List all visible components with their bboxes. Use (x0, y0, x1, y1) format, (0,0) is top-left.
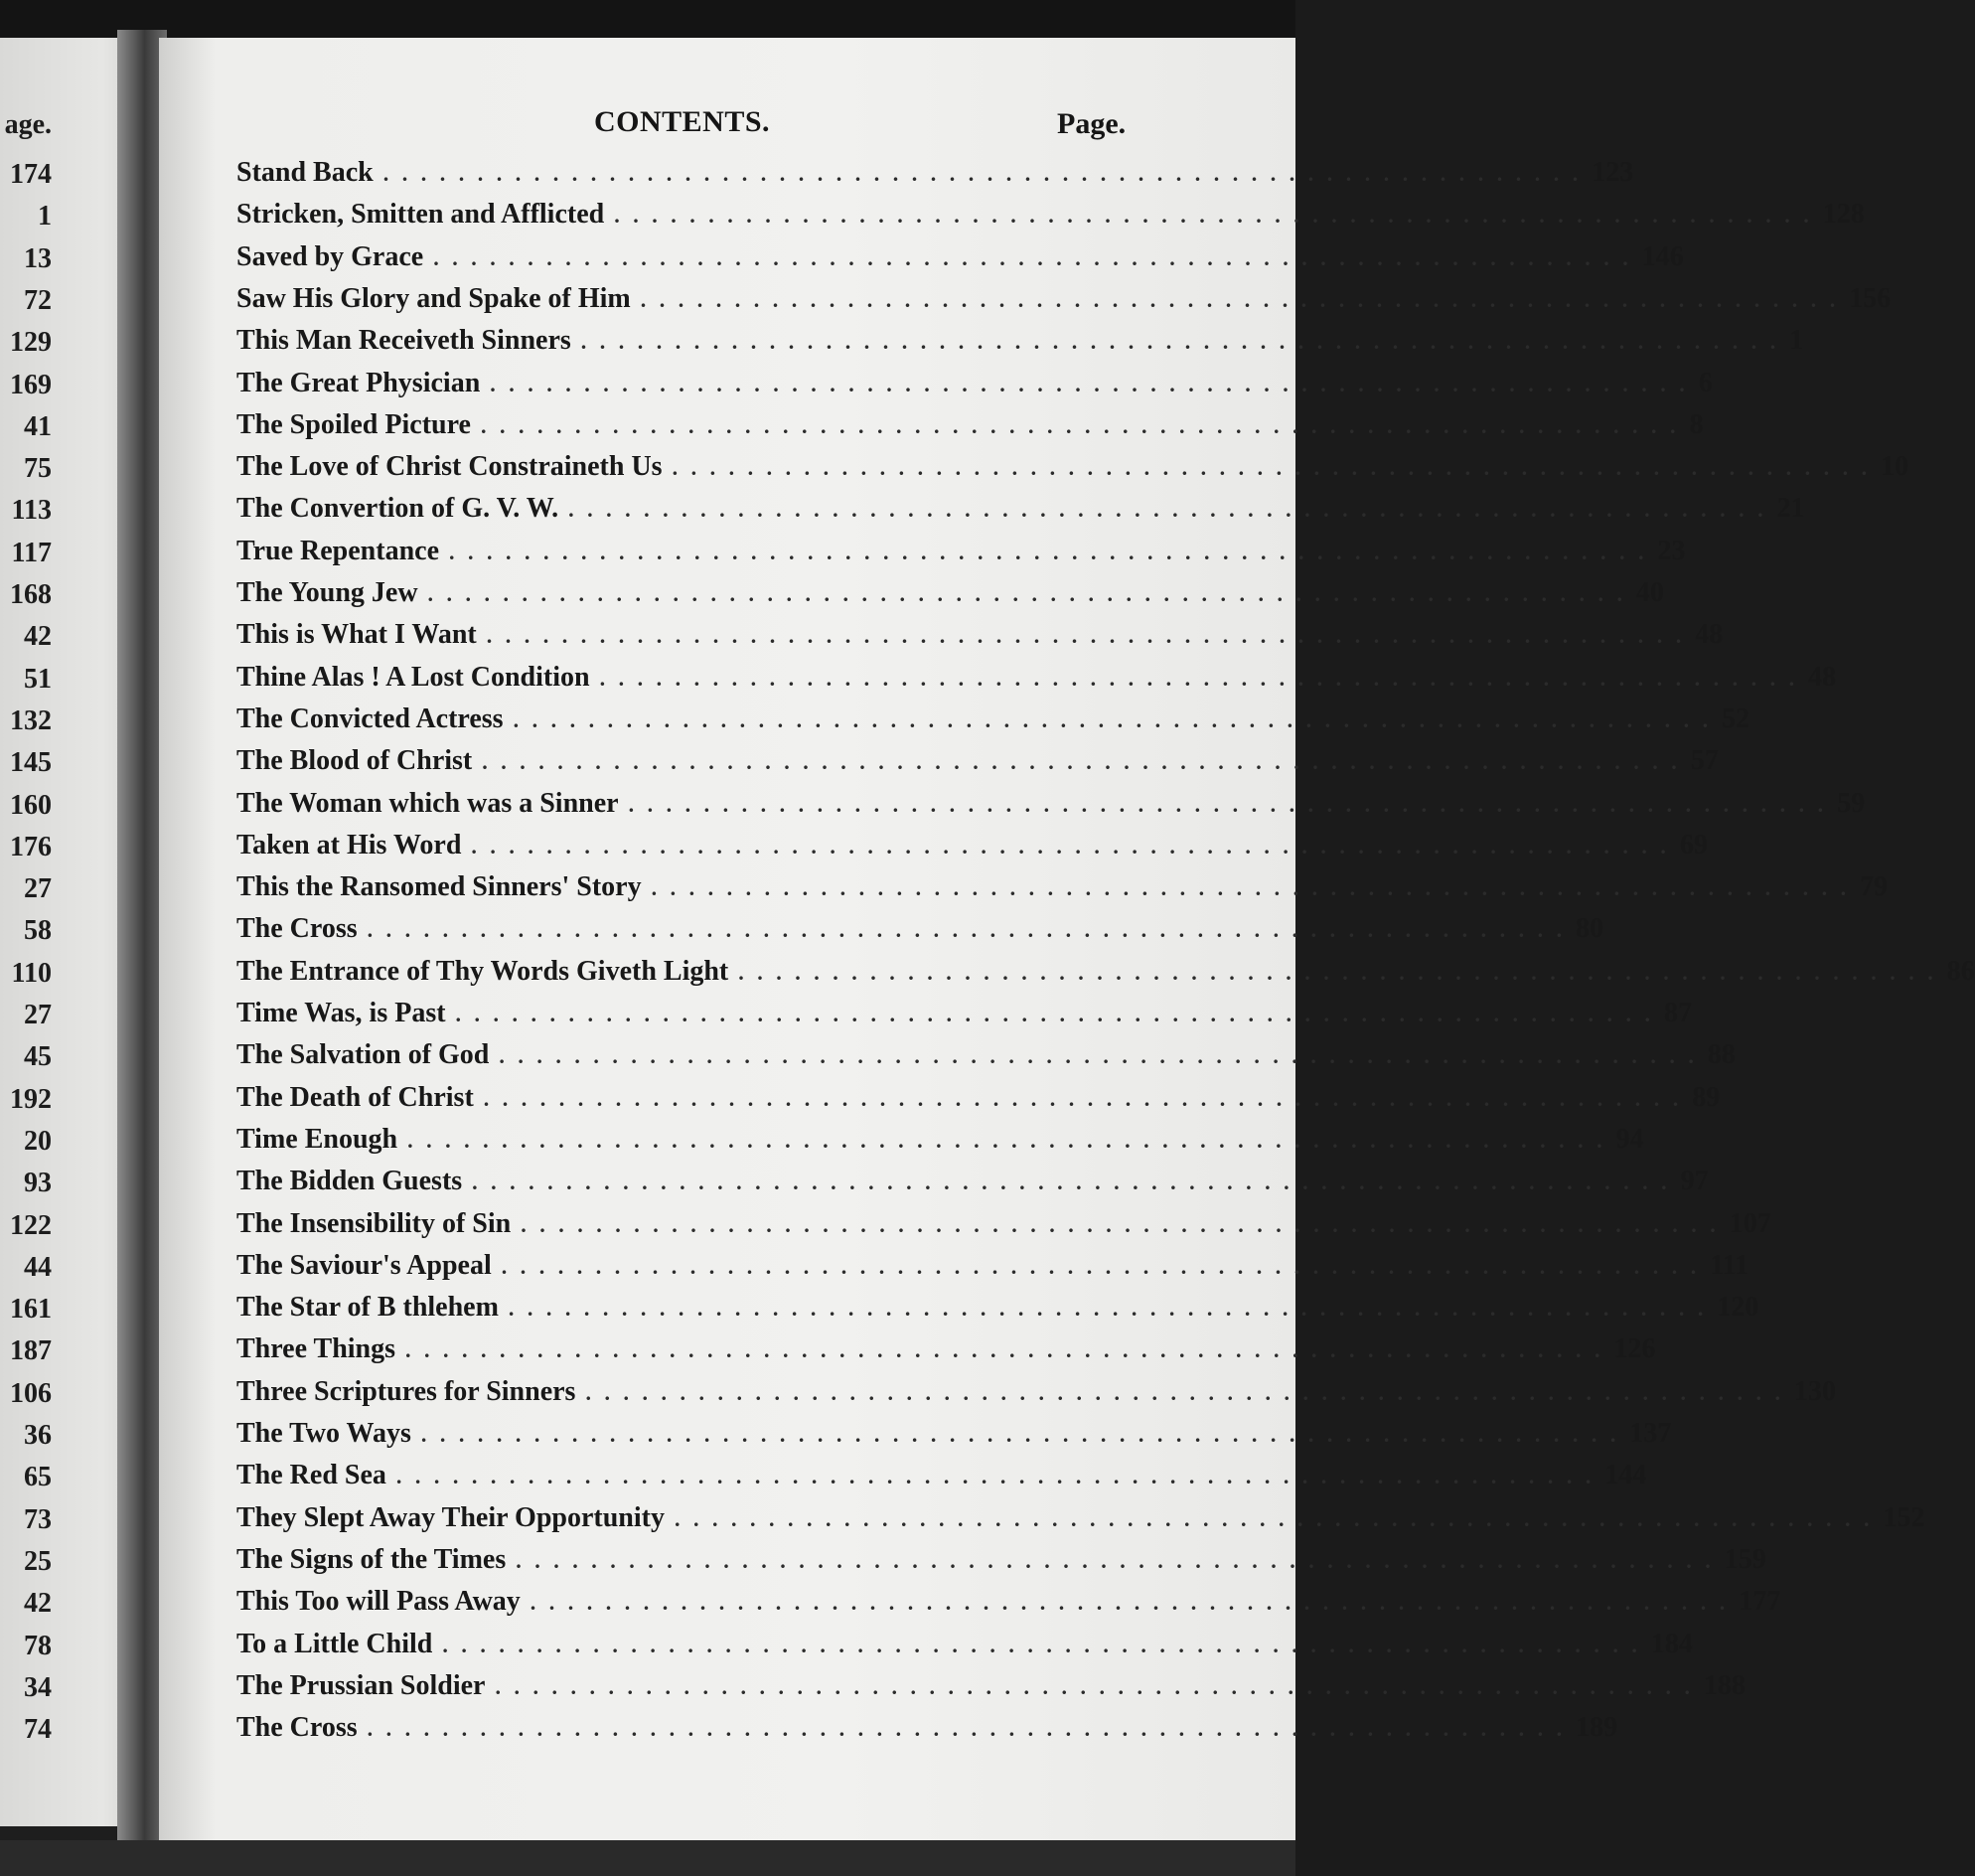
toc-entry (236, 1333, 1656, 1373)
toc-entry-page: 86 (1946, 955, 1975, 987)
toc-entry (236, 1292, 1759, 1331)
toc-entry-title: The Star of B thlehem (236, 1292, 499, 1324)
left-page-number: 74 (24, 1714, 52, 1746)
toc-entry-title: The Bidden Guests (236, 1166, 463, 1197)
left-page-number: 161 (10, 1294, 52, 1326)
dot-leader: . . . . . . . . . . . . . . . . . . . . . . . . . . . . . . . . . . . . . . . . . . . . . . . . . . . . . . . . . . . . . . . . (407, 1127, 1606, 1153)
toc-entry-page: 107 (1729, 1207, 1771, 1239)
toc-entry-page: 111 (1710, 1249, 1749, 1281)
toc-entry-page: 79 (1860, 871, 1889, 903)
dot-leader: . . . . . . . . . . . . . . . . . . . . . . . . . . . . . . . . . . . . . . . . . . . . . . . . . . . . . . . . . . . . . . . . (738, 959, 1937, 985)
toc-entry-title: The Love of Christ Constraineth Us (236, 451, 663, 483)
toc-entry (236, 367, 1713, 407)
toc-entry (236, 199, 1865, 238)
toc-entry (236, 282, 1892, 323)
left-page-number: 168 (10, 579, 52, 610)
left-page-number: 129 (10, 327, 52, 359)
toc-entry-title: The Signs of the Times (236, 1543, 507, 1575)
toc-entry (236, 998, 1693, 1037)
toc-entry-title: The Cross (236, 913, 358, 945)
toc-entry-page: 177 (1739, 1586, 1781, 1618)
toc-entry-title: They Slept Away Their Opportunity (236, 1501, 665, 1533)
dot-leader: . . . . . . . . . . . . . . . . . . . . . . . . . . . . . . . . . . . . . . . . . . . . . . . . . . . . . . . . . . . . . . . . (395, 1464, 1595, 1489)
left-page-number: 93 (24, 1168, 52, 1199)
toc-entry-title: The Saviour's Appeal (236, 1249, 492, 1281)
left-page-number: 106 (10, 1377, 52, 1409)
left-page-number: 51 (24, 663, 52, 695)
toc-entry (236, 619, 1724, 659)
toc-entry-page: 152 (1883, 1501, 1925, 1533)
toc-entry-title: This Too will Pass Away (236, 1586, 521, 1618)
toc-entry-page: 189 (1576, 1712, 1618, 1744)
toc-entry-title: The Convertion of G. V. W. (236, 493, 559, 525)
toc-entry (236, 1166, 1709, 1205)
dot-leader: . . . . . . . . . . . . . . . . . . . . . . . . . . . . . . . . . . . . . . . . . . . . . . . . . . . . . . . . . . . . . . . . (449, 539, 1648, 564)
left-page-number: 110 (11, 957, 52, 989)
toc-entry-page: 89 (1692, 1081, 1721, 1113)
toc-entry-title: The Death of Christ (236, 1081, 474, 1113)
toc-entry (236, 1669, 1746, 1710)
toc-entry-page: 144 (1604, 1460, 1647, 1491)
toc-entry (236, 1418, 1672, 1458)
toc-entry-title: The Woman which was a Sinner (236, 787, 619, 819)
dot-leader: . . . . . . . . . . . . . . . . . . . . . . . . . . . . . . . . . . . . . . . . . . . . . . . . . . . . . . . . . . . . . . . . (508, 1296, 1708, 1322)
left-page-number: 1 (38, 201, 52, 233)
dot-leader: . . . . . . . . . . . . . . . . . . . . . . . . . . . . . . . . . . . . . . . . . . . . . . . . . . . . . . . . . . . . . . . . (513, 706, 1713, 732)
toc-entry (236, 1712, 1618, 1752)
toc-entry-title: This the Ransomed Sinners' Story (236, 871, 642, 903)
toc-entry-page: 80 (1576, 913, 1604, 945)
left-page-number: 160 (10, 789, 52, 821)
toc-entry (236, 577, 1665, 617)
toc-entry-title: The Convicted Actress (236, 703, 504, 734)
toc-entry-page: 87 (1664, 998, 1693, 1028)
toc-entry (236, 1207, 1771, 1248)
bottom-edge-shadow (0, 1840, 1295, 1876)
toc-entry (236, 1123, 1644, 1164)
toc-entry-page: 8 (1689, 408, 1704, 440)
left-page-number: 73 (24, 1503, 52, 1535)
dot-leader: . . . . . . . . . . . . . . . . . . . . . . . . . . . . . . . . . . . . . . . . . . . . . . . . . . . . . . . . . . . . . . . . (490, 371, 1689, 396)
left-page-number: 169 (10, 369, 52, 400)
toc-entry-page: 188 (1703, 1669, 1746, 1701)
toc-entry-title: Stricken, Smitten and Afflicted (236, 199, 605, 231)
toc-entry (236, 1501, 1925, 1542)
dot-leader: . . . . . . . . . . . . . . . . . . . . . . . . . . . . . . . . . . . . . . . . . . . . . . . . . . . . . . . . . . . . . . . . (640, 286, 1840, 312)
left-page-number: 145 (10, 747, 52, 779)
toc-entry (236, 1375, 1836, 1416)
toc-entry-title: The Blood of Christ (236, 745, 473, 777)
toc-entry-title: Time Enough (236, 1123, 398, 1155)
toc-entry (236, 493, 1805, 533)
toc-entry (236, 1039, 1736, 1079)
toc-entry-page: 130 (1793, 1375, 1836, 1407)
left-page-number: 42 (24, 1588, 52, 1620)
left-page-number: 187 (10, 1335, 52, 1367)
dot-leader: . . . . . . . . . . . . . . . . . . . . . . . . . . . . . . . . . . . . . . . . . . . . . . . . . . . . . . . . . . . . . . . . (516, 1547, 1715, 1573)
dot-leader: . . . . . . . . . . . . . . . . . . . . . . . . . . . . . . . . . . . . . . . . . . . . . . . . . . . . . . . . . . . . . . . . (495, 1673, 1694, 1699)
toc-entry-page: 69 (1679, 829, 1708, 860)
toc-entry-page: 159 (1724, 1543, 1766, 1575)
toc-entry-page: 23 (1657, 535, 1686, 566)
left-page-number: 58 (24, 915, 52, 947)
left-page-number: 192 (10, 1083, 52, 1115)
toc-entry-page: 97 (1680, 1166, 1709, 1197)
toc-entry (236, 787, 1866, 828)
page-title: CONTENTS. (594, 105, 771, 138)
toc-entry-title: The Cross (236, 1712, 358, 1744)
toc-entry (236, 325, 1804, 365)
dot-leader: . . . . . . . . . . . . . . . . . . . . . . . . . . . . . . . . . . . . . . . . . . . . . . . . . . . . . . . . . . . . . . . . (382, 161, 1583, 186)
toc-entry-title: Saw His Glory and Spake of Him (236, 282, 631, 314)
toc-entry-page: 156 (1849, 282, 1892, 314)
toc-entry-page: 52 (1722, 703, 1750, 734)
left-page-number: 174 (10, 159, 52, 190)
left-page-number: 44 (24, 1251, 52, 1283)
toc-entry-page: 21 (1776, 493, 1805, 525)
toc-entry-title: The Red Sea (236, 1460, 386, 1491)
dot-leader: . . . . . . . . . . . . . . . . . . . . . . . . . . . . . . . . . . . . . . . . . . . . . . . . . . . . . . . . . . . . . . . . (455, 1002, 1655, 1026)
left-page-number: 41 (24, 410, 52, 442)
toc-entry-page: 94 (1615, 1123, 1644, 1155)
dot-leader: . . . . . . . . . . . . . . . . . . . . . . . . . . . . . . . . . . . . . . . . . . . . . . . . . . . . . . . . . . . . . . . . (427, 581, 1627, 606)
dot-leader: . . . . . . . . . . . . . . . . . . . . . . . . . . . . . . . . . . . . . . . . . . . . . . . . . . . . . . . . . . . . . . . . (405, 1337, 1604, 1363)
toc-entry-title: The Spoiled Picture (236, 408, 471, 440)
toc-entry-page: 1 (1789, 325, 1804, 357)
left-page-header: age. (4, 109, 52, 140)
dot-leader: . . . . . . . . . . . . . . . . . . . . . . . . . . . . . . . . . . . . . . . . . . . . . . . . . . . . . . . . . . . . . . . . (599, 665, 1799, 691)
toc-entry-page: 120 (1717, 1292, 1759, 1324)
left-page-number: 132 (10, 704, 52, 736)
toc-entry-title: The Insensibility of Sin (236, 1207, 512, 1239)
dot-leader: . . . . . . . . . . . . . . . . . . . . . . . . . . . . . . . . . . . . . . . . . . . . . . . . . . . . . . . . . . . . . . . . (367, 1716, 1567, 1742)
left-page-number: 34 (24, 1671, 52, 1703)
left-page-number: 13 (24, 242, 52, 274)
dot-leader: . . . . . . . . . . . . . . . . . . . . . . . . . . . . . . . . . . . . . . . . . . . . . . . . . . . . . . . . . . . . . . . . (482, 749, 1681, 775)
toc-entry (236, 451, 1909, 491)
toc-entry (236, 913, 1604, 953)
toc-entry (236, 829, 1708, 869)
toc-entry-page: 10 (1881, 451, 1909, 483)
toc-entry (236, 1249, 1749, 1290)
toc-entry-title: Three Scriptures for Sinners (236, 1375, 576, 1407)
top-edge-shadow (0, 0, 1295, 40)
left-page-number: 78 (24, 1630, 52, 1661)
left-page-number: 65 (24, 1462, 52, 1493)
left-page-number: 20 (24, 1125, 52, 1157)
left-page-number: 176 (10, 831, 52, 862)
dot-leader: . . . . . . . . . . . . . . . . . . . . . . . . . . . . . . . . . . . . . . . . . . . . . . . . . . . . . . . . . . . . . . . . (486, 623, 1686, 649)
toc-entry-page: 123 (1592, 157, 1634, 188)
toc-entry-page: 57 (1690, 745, 1719, 777)
dot-leader: . . . . . . . . . . . . . . . . . . . . . . . . . . . . . . . . . . . . . . . . . . . . . . . . . . . . . . . . . . . . . . . . (568, 497, 1767, 523)
left-page-number: 45 (24, 1041, 52, 1073)
toc-entry (236, 1628, 1693, 1668)
dot-leader: . . . . . . . . . . . . . . . . . . . . . . . . . . . . . . . . . . . . . . . . . . . . . . . . . . . . . . . . . . . . . . . . (674, 1505, 1874, 1531)
toc-entry-page: 6 (1698, 367, 1713, 398)
toc-entry (236, 1586, 1781, 1626)
toc-entry-title: To a Little Child (236, 1628, 433, 1659)
left-page-number: 122 (10, 1209, 52, 1241)
toc-entry-title: Stand Back (236, 157, 374, 188)
toc-entry (236, 157, 1634, 197)
dot-leader: . . . . . . . . . . . . . . . . . . . . . . . . . . . . . . . . . . . . . . . . . . . . . . . . . . . . . . . . . . . . . . . . (480, 412, 1680, 438)
toc-entry-title: The Young Jew (236, 577, 418, 608)
toc-entry-page: 48 (1808, 661, 1837, 693)
dot-leader: . . . . . . . . . . . . . . . . . . . . . . . . . . . . . . . . . . . . . . . . . . . . . . . . . . . . . . . . . . . . . . . . (499, 1043, 1698, 1069)
toc-entry-title: True Repentance (236, 535, 439, 566)
toc-entry-page: 184 (1650, 1628, 1693, 1659)
toc-entry-page: 59 (1837, 787, 1866, 819)
dot-leader: . . . . . . . . . . . . . . . . . . . . . . . . . . . . . . . . . . . . . . . . . . . . . . . . . . . . . . . . . . . . . . . . (521, 1211, 1720, 1237)
toc-entry-page: 126 (1613, 1333, 1656, 1365)
page-column-label: Page. (1057, 107, 1127, 140)
toc-entry-title: This Man Receiveth Sinners (236, 325, 571, 357)
toc-entry (236, 661, 1837, 702)
dot-leader: . . . . . . . . . . . . . . . . . . . . . . . . . . . . . . . . . . . . . . . . . . . . . . . . . . . . . . . . . . . . . . . . (580, 329, 1780, 355)
toc-entry-title: The Two Ways (236, 1418, 411, 1449)
dot-leader: . . . . . . . . . . . . . . . . . . . . . . . . . . . . . . . . . . . . . . . . . . . . . . . . . . . . . . . . . . . . . . . . (651, 875, 1851, 901)
left-page-number: 42 (24, 621, 52, 653)
toc-entry-page: 40 (1636, 577, 1665, 608)
toc-entry-page: 48 (1695, 619, 1724, 651)
toc-entry-title: The Entrance of Thy Words Giveth Light (236, 955, 729, 987)
toc-entry-title: The Salvation of God (236, 1039, 490, 1071)
dot-leader: . . . . . . . . . . . . . . . . . . . . . . . . . . . . . . . . . . . . . . . . . . . . . . . . . . . . . . . . . . . . . . . . (614, 203, 1813, 229)
left-page-number: 72 (24, 284, 52, 316)
toc-entry (236, 535, 1686, 575)
toc-entry (236, 1460, 1647, 1499)
toc-entry-title: Saved by Grace (236, 240, 424, 272)
dot-leader: . . . . . . . . . . . . . . . . . . . . . . . . . . . . . . . . . . . . . . . . . . . . . . . . . . . . . . . . . . . . . . . . (672, 455, 1872, 481)
toc-entry-page: 88 (1707, 1039, 1736, 1071)
toc-entry (236, 703, 1750, 743)
contents-page (159, 38, 1975, 1846)
toc-entry (236, 871, 1889, 911)
left-page-number: 27 (24, 1000, 52, 1030)
dot-leader: . . . . . . . . . . . . . . . . . . . . . . . . . . . . . . . . . . . . . . . . . . . . . . . . . . . . . . . . . . . . . . . . (433, 244, 1632, 270)
toc-entry (236, 1543, 1766, 1584)
toc-entry (236, 240, 1684, 281)
dot-leader: . . . . . . . . . . . . . . . . . . . . . . . . . . . . . . . . . . . . . . . . . . . . . . . . . . . . . . . . . . . . . . . . (501, 1253, 1701, 1279)
left-page-number: 27 (24, 873, 52, 905)
toc-entry (236, 408, 1704, 449)
dot-leader: . . . . . . . . . . . . . . . . . . . . . . . . . . . . . . . . . . . . . . . . . . . . . . . . . . . . . . . . . . . . . . . . (472, 1170, 1671, 1195)
dot-leader: . . . . . . . . . . . . . . . . . . . . . . . . . . . . . . . . . . . . . . . . . . . . . . . . . . . . . . . . . . . . . . . . (420, 1422, 1620, 1447)
left-page-number: 117 (11, 537, 52, 568)
toc-entry-title: The Prussian Soldier (236, 1669, 486, 1701)
dot-leader: . . . . . . . . . . . . . . . . . . . . . . . . . . . . . . . . . . . . . . . . . . . . . . . . . . . . . . . . . . . . . . . . (530, 1590, 1730, 1616)
left-page-number: 113 (11, 495, 52, 527)
toc-entry-title: The Great Physician (236, 367, 481, 398)
toc-entry (236, 745, 1719, 785)
dot-leader: . . . . . . . . . . . . . . . . . . . . . . . . . . . . . . . . . . . . . . . . . . . . . . . . . . . . . . . . . . . . . . . . (483, 1085, 1683, 1111)
dot-leader: . . . . . . . . . . . . . . . . . . . . . . . . . . . . . . . . . . . . . . . . . . . . . . . . . . . . . . . . . . . . . . . . (471, 833, 1670, 859)
dot-leader: . . . . . . . . . . . . . . . . . . . . . . . . . . . . . . . . . . . . . . . . . . . . . . . . . . . . . . . . . . . . . . . . (628, 791, 1828, 817)
left-page-number: 75 (24, 453, 52, 485)
toc-entry-title: Time Was, is Past (236, 998, 446, 1028)
toc-entry-page: 128 (1822, 199, 1865, 231)
dot-leader: . . . . . . . . . . . . . . . . . . . . . . . . . . . . . . . . . . . . . . . . . . . . . . . . . . . . . . . . . . . . . . . . (442, 1632, 1641, 1657)
left-page-number: 36 (24, 1420, 52, 1451)
toc-entry (236, 1081, 1721, 1122)
toc-entry-title: This is What I Want (236, 619, 477, 651)
dot-leader: . . . . . . . . . . . . . . . . . . . . . . . . . . . . . . . . . . . . . . . . . . . . . . . . . . . . . . . . . . . . . . . . (367, 917, 1567, 943)
toc-entry-title: Thine Alas ! A Lost Condition (236, 661, 590, 693)
toc-entry-title: Three Things (236, 1333, 396, 1365)
toc-entry (236, 955, 1975, 996)
toc-entry-page: 146 (1641, 240, 1684, 272)
toc-entry-page: 137 (1629, 1418, 1672, 1449)
dot-leader: . . . . . . . . . . . . . . . . . . . . . . . . . . . . . . . . . . . . . . . . . . . . . . . . . . . . . . . . . . . . . . . . (585, 1379, 1784, 1405)
left-page-number: 25 (24, 1545, 52, 1577)
toc-entry-title: Taken at His Word (236, 829, 462, 860)
